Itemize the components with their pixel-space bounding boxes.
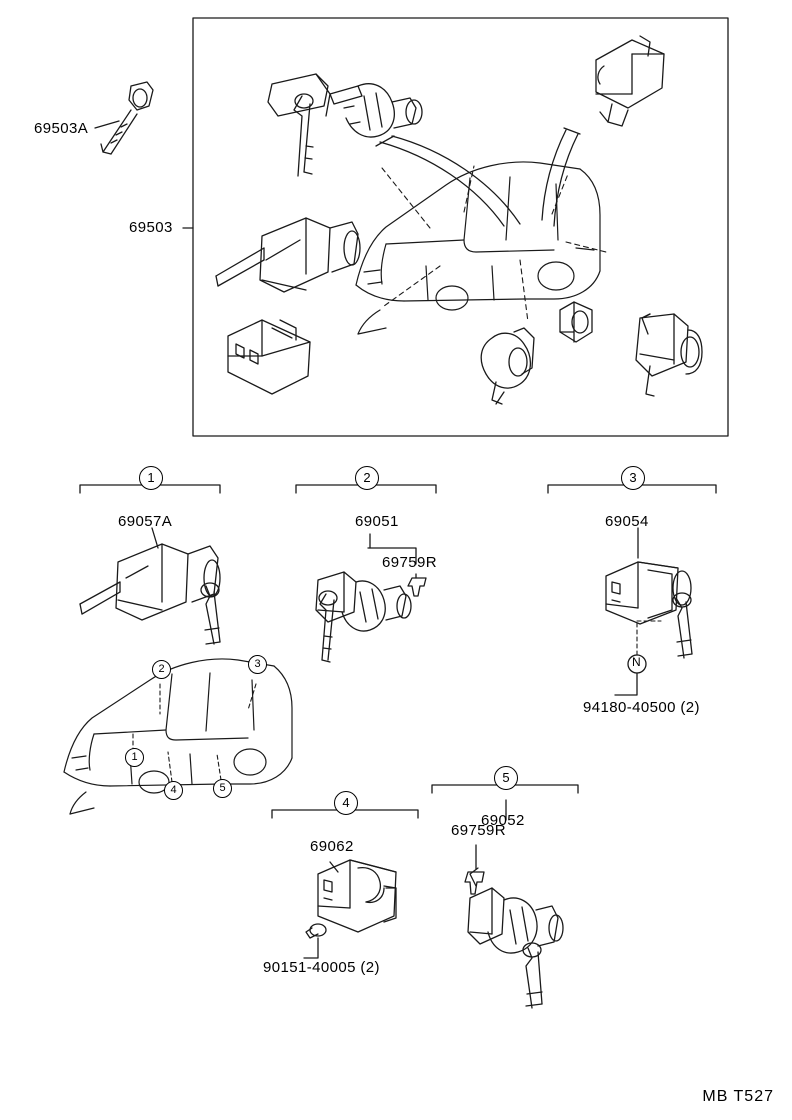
- part-number-69057A: 69057A: [118, 513, 173, 530]
- label-69503: 69503: [129, 219, 173, 236]
- part-art-69759R-group2: [408, 578, 426, 596]
- n-mark-label: N: [632, 655, 642, 669]
- callout-group-1: 1: [139, 466, 163, 490]
- part-art-69062: [306, 860, 396, 938]
- callout-group-2: 2: [355, 466, 379, 490]
- part-number-69052: 69052: [481, 812, 525, 829]
- part-number-69759R-g2: 69759R: [382, 554, 437, 571]
- map-callout-3: 3: [248, 655, 267, 674]
- part-number-69054: 69054: [605, 513, 649, 530]
- lock-trim-ring: [560, 302, 592, 342]
- top-assembly-frame: [193, 18, 728, 436]
- part-number-69062: 69062: [310, 838, 354, 855]
- harness-strap-art: [376, 128, 580, 226]
- map-callout-4: 4: [164, 781, 183, 800]
- leader-69057A: [152, 528, 158, 548]
- vehicle-map-leaders: [133, 684, 256, 782]
- part-number-94180-40500: 94180-40500 (2): [583, 699, 700, 716]
- part-art-69051: [316, 572, 411, 662]
- part-number-69051: 69051: [355, 513, 399, 530]
- callout-group-4: 4: [334, 791, 358, 815]
- ignition-cylinder-top: [268, 74, 422, 176]
- diagram-code: MB T527: [702, 1088, 774, 1105]
- part-number-90151-40005: 90151-40005 (2): [263, 959, 380, 976]
- master-key-art: [101, 82, 153, 154]
- top-leaders: [382, 166, 606, 322]
- part-art-69054: [606, 562, 692, 658]
- leader-69062: [330, 862, 338, 872]
- map-callout-2: 2: [152, 660, 171, 679]
- vehicle-outline-top: [356, 162, 600, 334]
- door-cylinder-bottom: [481, 328, 534, 404]
- steering-lock-assembly: [216, 218, 360, 292]
- leader-94180: [615, 673, 637, 695]
- map-callout-1: 1: [125, 748, 144, 767]
- lock-bracket-bottom-left: [228, 320, 310, 394]
- leader-90151: [304, 938, 318, 958]
- label-69503A: 69503A: [34, 120, 89, 137]
- callout-group-5: 5: [494, 766, 518, 790]
- part-art-69057A: [80, 544, 220, 644]
- door-lock-top-right: [596, 36, 664, 126]
- leader-69503A: [95, 121, 119, 128]
- part-number-69759R-g5: 69759R: [451, 822, 506, 839]
- map-callout-5: 5: [213, 779, 232, 798]
- trunk-cylinder-bottom-right: [636, 314, 702, 396]
- callout-group-3: 3: [621, 466, 645, 490]
- part-art-69759R-group5: [465, 872, 484, 894]
- leader-69051: [368, 534, 370, 548]
- part-art-69052: [468, 868, 563, 1008]
